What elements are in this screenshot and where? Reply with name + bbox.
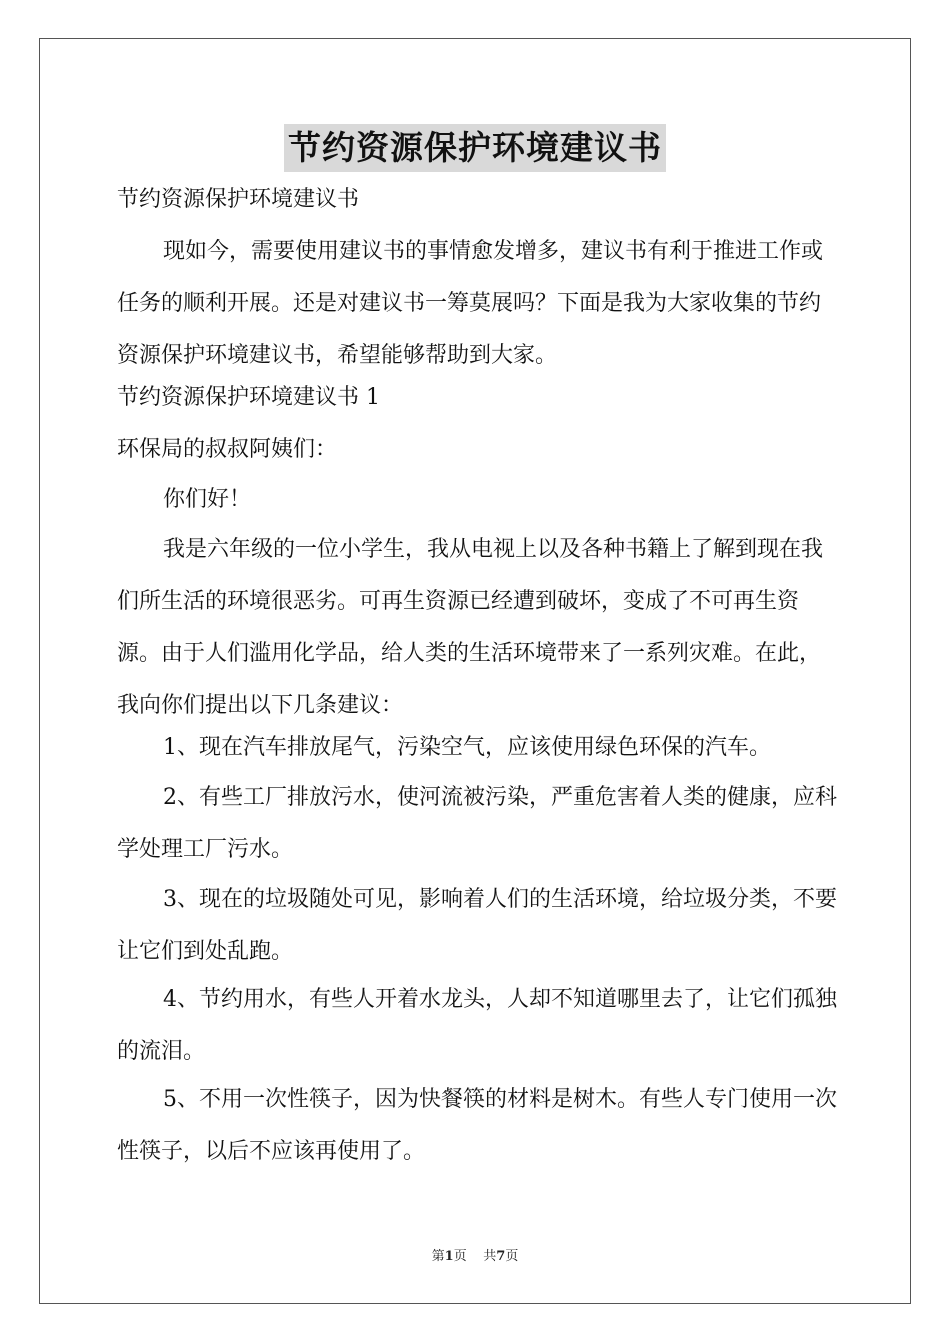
intro-paragraph: 现如今，需要使用建议书的事情愈发增多，建议书有利于推进工作或任务的顺利开展。还是对建议书一筹莫展吗？下面是我为大家收集的节约资源保护环境建议书，希望能够帮助到大家。 (117, 239, 824, 368)
list-item: 1、现在汽车排放尾气，污染空气，应该使用绿色环保的汽车。 (163, 735, 771, 760)
list-item: 5、不用一次性筷子，因为快餐筷的材料是树木。有些人专门使用一次性筷子，以后不应该再使用了。 (117, 1087, 837, 1164)
section-heading: 节约资源保护环境建议书 1 (117, 385, 380, 410)
body-paragraph: 我是六年级的一位小学生，我从电视上以及各种书籍上了解到现在我们所生活的环境很恶劣。可再生资源已经遭到破坏，变成了不可再生资源。由于人们滥用化学品，给人类的生活环境带来了一系列灾难。在此，我向你们提出以下几条建议： (117, 537, 824, 718)
salutation: 环保局的叔叔阿姨们： (117, 437, 338, 462)
title-container (0, 124, 950, 172)
list-item: 2、有些工厂排放污水，使河流被污染，严重危害着人类的健康，应科学处理工厂污水。 (117, 785, 837, 862)
total-suffix: 页 (505, 1249, 519, 1264)
page-number: 1 (444, 1249, 454, 1264)
subtitle: 节约资源保护环境建议书 (117, 187, 360, 212)
total-prefix: 共 (483, 1249, 497, 1264)
total-pages: 7 (496, 1249, 506, 1264)
greeting: 你们好！ (163, 487, 252, 512)
page-suffix: 页 (453, 1249, 467, 1264)
list-item: 3、现在的垃圾随处可见，影响着人们的生活环境，给垃圾分类，不要让它们到处乱跑。 (117, 887, 837, 964)
page-footer (0, 1245, 950, 1264)
document-title: 节约资源保护环境建议书 (284, 124, 666, 172)
page-prefix: 第 (431, 1249, 445, 1264)
list-item: 4、节约用水，有些人开着水龙头，人却不知道哪里去了，让它们孤独的流泪。 (117, 987, 837, 1064)
